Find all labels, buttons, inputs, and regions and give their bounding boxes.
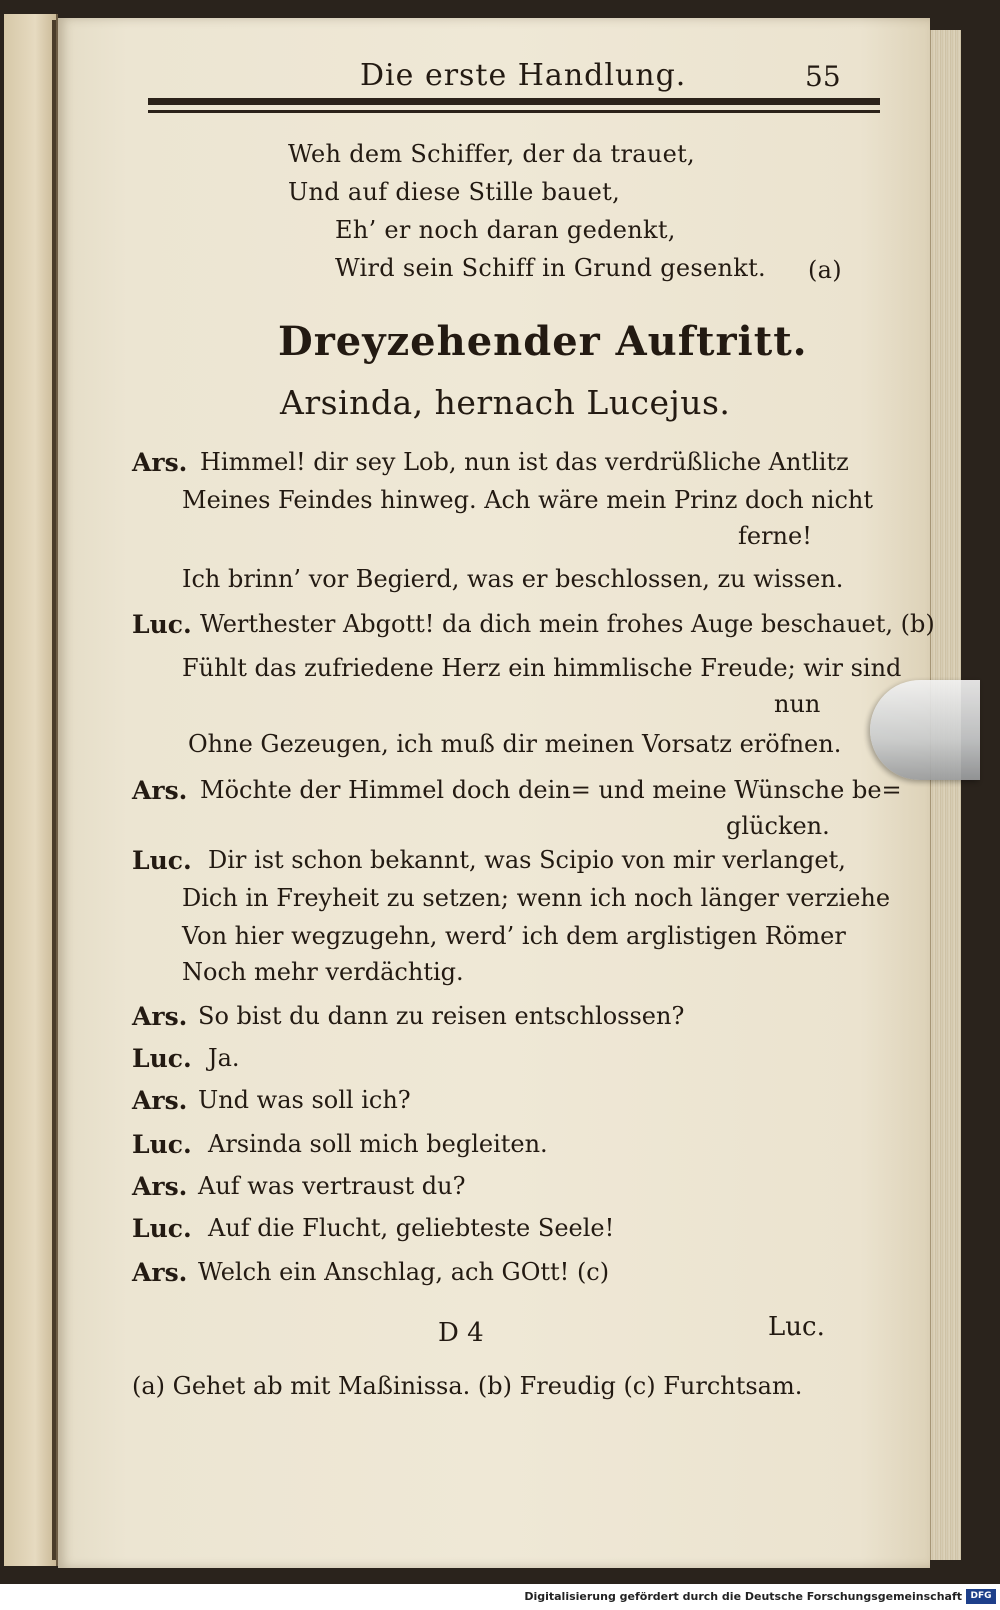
dialogue-line: Ohne Gezeugen, ich muß dir meinen Vorsatz eröfnen. bbox=[188, 730, 842, 758]
verse-line: Wird sein Schiff in Grund gesenkt. bbox=[335, 254, 766, 282]
facing-page-edge bbox=[4, 14, 58, 1566]
note-marker: (a) bbox=[808, 256, 842, 284]
dialogue-line: Auf die Flucht, geliebteste Seele! bbox=[208, 1214, 615, 1242]
dialogue-line: Und was soll ich? bbox=[198, 1086, 411, 1114]
header-rule-thin bbox=[148, 110, 880, 113]
verse-line: Und auf diese Stille bauet, bbox=[288, 178, 620, 206]
book-gutter bbox=[52, 20, 56, 1560]
speaker-label: Luc. bbox=[132, 1044, 192, 1073]
dialogue-line: glücken. bbox=[726, 812, 830, 840]
dialogue-line: Auf was vertraust du? bbox=[198, 1172, 466, 1200]
dialogue-line: Von hier wegzugehn, werd’ ich dem arglistigen Römer bbox=[182, 922, 846, 950]
digitization-credit-bar bbox=[0, 1584, 1000, 1610]
dialogue-line: Himmel! dir sey Lob, nun ist das verdrüßliche Antlitz bbox=[200, 448, 849, 476]
speaker-label: Ars. bbox=[132, 776, 188, 805]
catchword: Luc. bbox=[768, 1312, 825, 1342]
footnotes: (a) Gehet ab mit Maßinissa. (b) Freudig (c) Furchtsam. bbox=[132, 1372, 803, 1400]
dialogue-line: ferne! bbox=[738, 522, 812, 550]
dialogue-line: Welch ein Anschlag, ach GOtt! (c) bbox=[198, 1258, 610, 1286]
speaker-label: Luc. bbox=[132, 1214, 192, 1243]
dialogue-line: Möchte der Himmel doch dein= und meine Wünsche be= bbox=[200, 776, 902, 804]
dialogue-line: So bist du dann zu reisen entschlossen? bbox=[198, 1002, 685, 1030]
dialogue-line: Werthester Abgott! da dich mein frohes Auge beschauet, (b) bbox=[200, 610, 935, 638]
scene-characters: Arsinda, hernach Lucejus. bbox=[280, 383, 731, 422]
verse-line: Weh dem Schiffer, der da trauet, bbox=[288, 140, 695, 168]
header-rule-thick bbox=[148, 98, 880, 105]
speaker-label: Ars. bbox=[132, 1172, 188, 1201]
speaker-label: Ars. bbox=[132, 1002, 188, 1031]
dialogue-line: Noch mehr verdächtig. bbox=[182, 958, 464, 986]
speaker-label: Ars. bbox=[132, 1258, 188, 1287]
speaker-label: Ars. bbox=[132, 1086, 188, 1115]
dialogue-line: Dich in Freyheit zu setzen; wenn ich noch länger verziehe bbox=[182, 884, 891, 912]
page-number: 55 bbox=[805, 60, 841, 93]
credit-text: Digitalisierung gefördert durch die Deutsche Forschungsgemeinschaft bbox=[524, 1590, 962, 1603]
dialogue-line: nun bbox=[774, 690, 821, 718]
page-block-edges bbox=[930, 30, 961, 1560]
dialogue-line: Arsinda soll mich begleiten. bbox=[208, 1130, 548, 1158]
speaker-label: Luc. bbox=[132, 610, 192, 639]
dialogue-line: Fühlt das zufriedene Herz ein himmlische Freude; wir sind bbox=[182, 654, 902, 682]
running-header bbox=[145, 58, 880, 98]
verse-line: Eh’ er noch daran gedenkt, bbox=[335, 216, 676, 244]
dialogue-line: Dir ist schon bekannt, was Scipio von mir verlanget, bbox=[208, 846, 846, 874]
running-head-title: Die erste Handlung. bbox=[360, 58, 687, 93]
dfg-logo-icon: DFG bbox=[966, 1589, 996, 1604]
dialogue-line: Meines Feindes hinweg. Ach wäre mein Prinz doch nicht bbox=[182, 486, 873, 514]
speaker-label: Luc. bbox=[132, 1130, 192, 1159]
dialogue-line: Ich brinn’ vor Begierd, was er beschlossen, zu wissen. bbox=[182, 565, 844, 593]
dialogue-line: Ja. bbox=[208, 1044, 240, 1072]
signature-mark: D 4 bbox=[438, 1318, 484, 1348]
speaker-label: Ars. bbox=[132, 448, 188, 477]
speaker-label: Luc. bbox=[132, 846, 192, 875]
scene-title: Dreyzehender Auftritt. bbox=[278, 318, 808, 365]
page-turn-tab[interactable] bbox=[870, 680, 980, 780]
